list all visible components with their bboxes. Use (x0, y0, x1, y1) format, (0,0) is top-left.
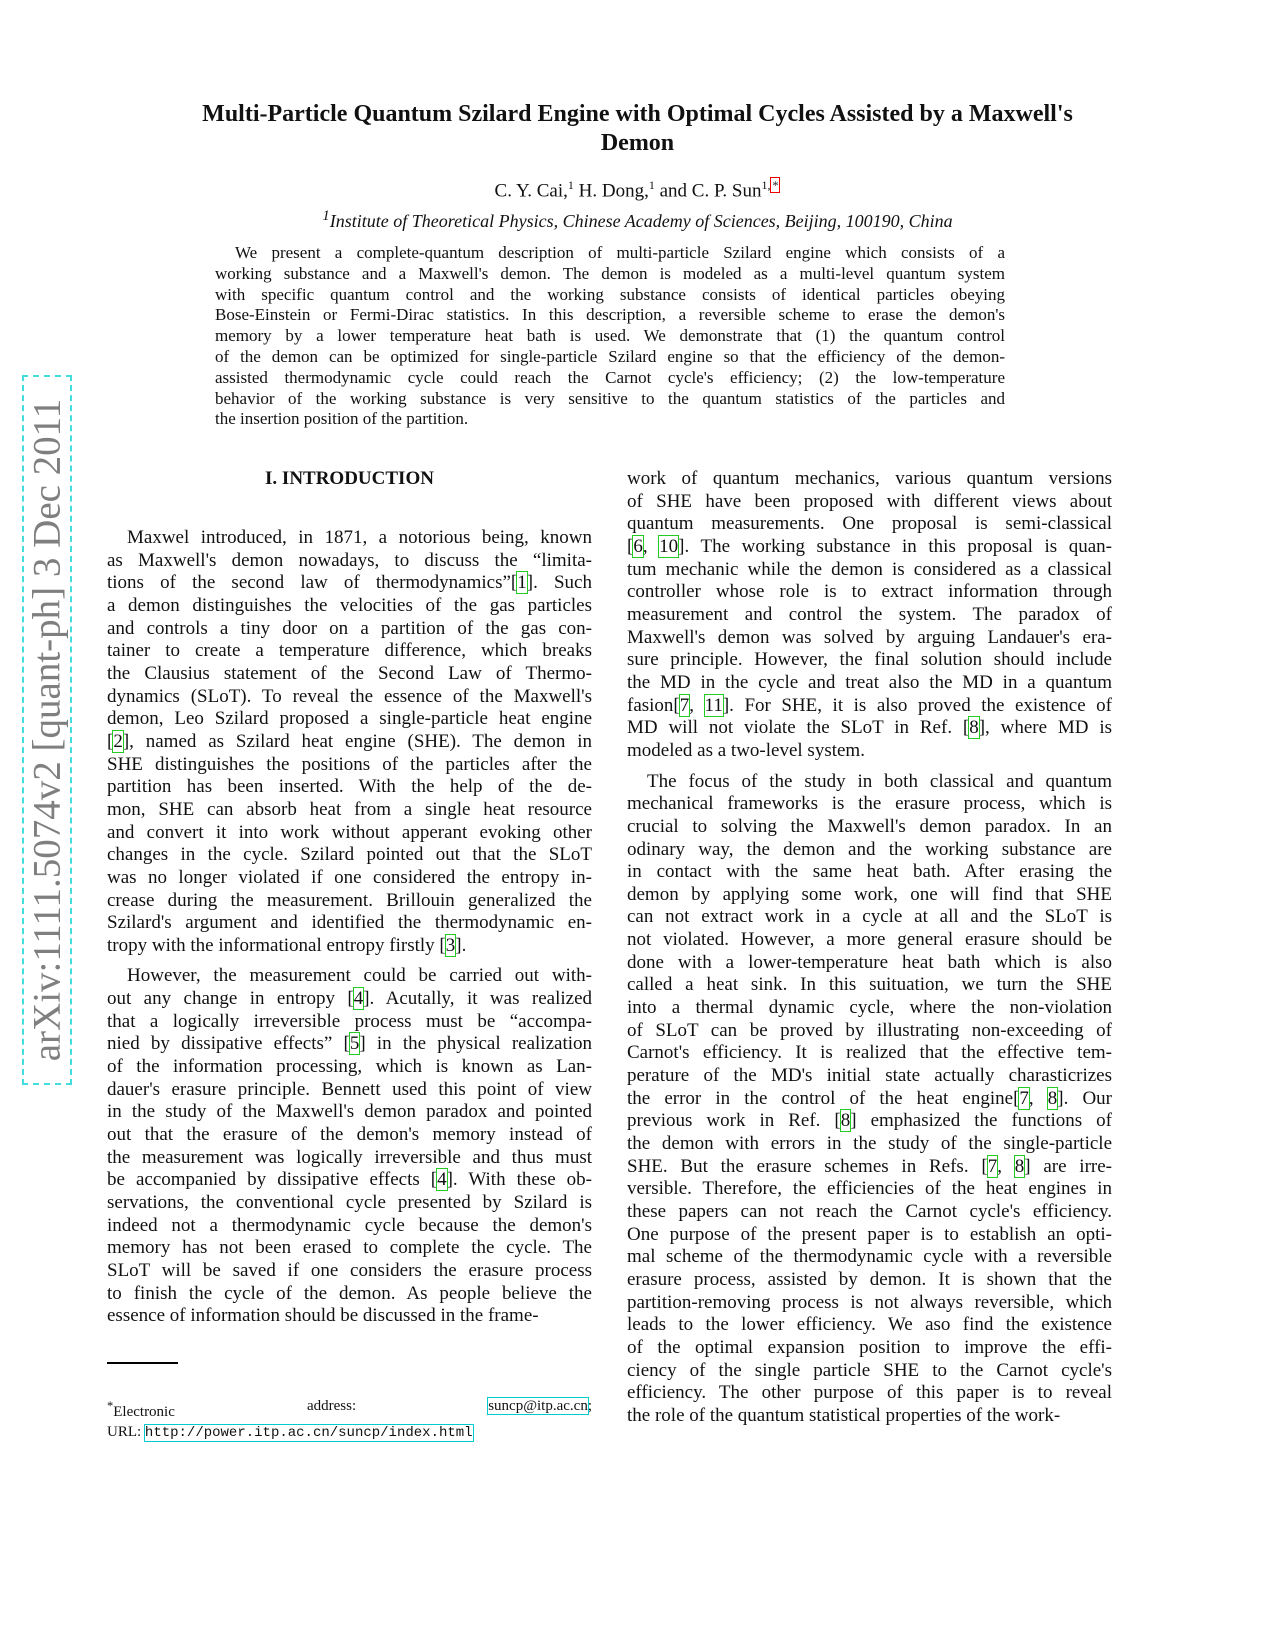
text-line: in the study of the Maxwell's demon paradox and pointed (107, 1101, 592, 1123)
text-line: with specific quantum control and the working substance consists of identical particles obeying (215, 284, 1005, 304)
footnote-link[interactable]: * (772, 178, 779, 192)
affiliation-sup: 1 (322, 208, 330, 224)
text-line: not violated. However, a more general erasure should be (627, 929, 1112, 951)
citation-link[interactable]: 6 (633, 535, 643, 557)
citation-link[interactable]: 11 (704, 694, 723, 716)
text-line: quantum measurements. One proposal is semi-classical (627, 513, 1112, 535)
text-line: essence of information should be discussed in the frame- (107, 1305, 539, 1327)
text-line: the demon with errors in the study of the single-particle (627, 1133, 1112, 1155)
author: and C. P. Sun (659, 180, 762, 202)
text-line: MD will not violate the SLoT in Ref. [8], where MD is (627, 717, 1113, 739)
text-line: a demon distinguishes the velocities of the gas particles (107, 594, 592, 616)
text-line: tainer to create a temperature difference, which breaks (107, 640, 592, 662)
citation-link[interactable]: 4 (353, 988, 364, 1010)
left-column (107, 527, 592, 1336)
text-line: SLoT will be saved if one considers the erasure process (107, 1260, 592, 1281)
text-line: the insertion position of the partition. (215, 409, 469, 429)
affiliation-sup: 1 (648, 178, 655, 192)
text-line: and convert it into work without apperant evoking other (107, 821, 592, 843)
right-column (627, 468, 1112, 1436)
text-line: of SHE have been proposed with different views about (627, 490, 1112, 512)
author: H. Dong, (578, 180, 649, 202)
text-line: behavior of the working substance is very sensitive to the quantum statistics of the particles and (215, 388, 1005, 408)
affiliation-text: Institute of Theoretical Physics, Chinese Academy of Sciences, Beijing, 100190, China (329, 211, 953, 231)
text-line: modeled as a two-level system. (627, 739, 865, 761)
text-line: sure principle. However, the final solution should include (627, 649, 1112, 671)
footnote-mark: * (107, 1399, 114, 1413)
citation-link[interactable]: 8 (840, 1110, 851, 1132)
url-label: URL: (107, 1424, 142, 1440)
text-line: demon, Leo Szilard proposed a single-particle heat engine (107, 708, 592, 730)
affiliation-sup: 1 (567, 178, 574, 192)
text-line: perature of the MD's initial state actually charasticrizes (627, 1065, 1112, 1087)
arxiv-id: arXiv:1111.5074v2 [quant-ph] 3 Dec 2011 (25, 398, 69, 1062)
text-line: the MD in the cycle and treat also the MD in a quantum (627, 671, 1112, 693)
text-line: partition has been inserted. With the help of the de- (107, 776, 592, 798)
text-line: to finish the cycle of the demon. As people believe the (107, 1282, 592, 1304)
text-line: mal scheme of the thermodynamic cycle with a reversible (627, 1246, 1112, 1268)
text-line: measurement and control the system. The paradox of (627, 603, 1112, 625)
text-line: ciency of the single particle SHE to the Carnot cycle's (627, 1359, 1112, 1381)
citation-link[interactable]: 5 (349, 1033, 360, 1055)
text-line: out that the erasure of the demon's memory instead of (107, 1124, 592, 1146)
citation-link[interactable]: 1 (517, 572, 527, 594)
text-line: tum mechanic while the demon is considered as a classical (627, 558, 1112, 580)
text-line: the error in the control of the heat engine[7, 8]. Our (627, 1087, 1112, 1109)
citation-link[interactable]: 8 (1047, 1087, 1058, 1109)
text-line: partition-removing process is not always reversible, which (627, 1291, 1112, 1313)
text-line: the Clausius statement of the Second Law of Thermo- (107, 662, 592, 684)
text-line: crease during the measurement. Brillouin generalized the (107, 889, 592, 911)
footnote-label: Electronic (113, 1404, 175, 1420)
paper-title (100, 100, 1175, 158)
text-line: of the information processing, which is known as Lan- (107, 1056, 592, 1078)
author-list (0, 178, 1275, 202)
section-heading: I. INTRODUCTION (265, 468, 434, 489)
text-line: tropy with the informational entropy firstly [3]. (107, 934, 467, 956)
text-line: Bose-Einstein or Fermi-Dirac statistics. In this description, a reversible scheme to erase the demon's (215, 305, 1005, 325)
text-line: One purpose of the present paper is to establish an opti- (627, 1223, 1112, 1245)
text-line: into a thermal dynamic cycle, where the non-violation (627, 997, 1112, 1019)
text-line: mon, SHE can absorb heat from a single heat resource (107, 798, 592, 820)
arxiv-identifier-stamp[interactable] (22, 375, 72, 1085)
text-line: demon by applying some work, one will find that SHE (627, 883, 1112, 905)
text-line: Carnot's efficiency. It is realized that the effective tem- (627, 1042, 1112, 1064)
text-line: tions of the second law of thermodynamics”[1]. Such (107, 572, 592, 594)
text-line: of the demon can be optimized for single-particle Szilard engine so that the efficiency of the demon- (215, 346, 1005, 366)
text-line: can not extract work in a cycle at all and the SLoT is (627, 906, 1112, 928)
paragraph (627, 468, 1112, 763)
text-line: SHE. But the erasure schemes in Refs. [7, 8] are irre- (627, 1155, 1112, 1177)
text-line: the role of the quantum statistical properties of the work- (627, 1404, 1061, 1426)
footnote (107, 1396, 592, 1443)
text-line: mechanical frameworks is the erasure process, which is (627, 793, 1112, 815)
text-line: However, the measurement could be carried out with- (127, 965, 592, 987)
text-line: that a logically irreversible process must be “accompa- (107, 1010, 592, 1032)
text-line: leads to the lower efficiency. We aso find the existence (627, 1314, 1112, 1336)
text-line: and controls a tiny door on a partition of the gas con- (107, 617, 592, 639)
text-line: indeed not a thermodynamic cycle because the demon's (107, 1214, 592, 1236)
paragraph (627, 771, 1112, 1428)
text-line: in contact with the same heat bath. After erasing the (627, 861, 1112, 883)
text-line: dauer's erasure principle. Bennett used this point of view (107, 1078, 592, 1100)
text-line: the measurement was logically irreversible and thus must (107, 1146, 592, 1168)
text-line: memory has not been erased to complete the cycle. The (107, 1237, 592, 1259)
footnote-rule (107, 1362, 178, 1364)
text-line: odinary way, the demon and the working substance are (627, 838, 1112, 860)
affiliation-sup: 1, (761, 178, 771, 192)
text-line: Maxwell's demon was solved by arguing Landauer's era- (627, 626, 1112, 648)
citation-link[interactable]: 7 (679, 694, 690, 716)
citation-link[interactable]: 3 (445, 934, 456, 956)
citation-link[interactable]: 10 (659, 535, 679, 557)
text-line: changes in the cycle. Szilard pointed out that the SLoT (107, 844, 592, 866)
abstract (215, 243, 1005, 430)
text-line: Szilard's argument and identified the thermodynamic en- (107, 912, 592, 934)
text-line: The focus of the study in both classical and quantum (647, 770, 1112, 792)
citation-link[interactable]: 8 (969, 717, 979, 739)
author: C. Y. Cai, (494, 180, 568, 202)
text-line: as Maxwell's demon nowadays, to discuss the “limita- (107, 549, 592, 571)
text-line: was no longer violated if one considered the entropy in- (107, 866, 592, 888)
text-line: called a heat sink. In this suituation, we turn the SHE (627, 974, 1112, 996)
text-line: be accompanied by dissipative effects [4]. With these ob- (107, 1169, 592, 1191)
text-line: crucial to solving the Maxwell's demon paradox. In an (627, 815, 1112, 837)
email-link[interactable]: suncp@itp.ac.cn (488, 1398, 588, 1414)
text-line: of the optimal expansion position to improve the effi- (627, 1336, 1112, 1358)
text-line: [6, 10]. The working substance in this proposal is quan- (627, 535, 1112, 557)
text-line: We present a complete-quantum description of multi-particle Szilard engine which consists of a (235, 243, 1005, 262)
text-line: work of quantum mechanics, various quantum versions (627, 468, 1112, 489)
text-line: nied by dissipative effects” [5] in the physical realization (107, 1033, 592, 1055)
text-line: done with a lower-temperature heat bath which is also (627, 951, 1112, 973)
footnote-label: address: (306, 1398, 357, 1414)
citation-link[interactable]: 7 (987, 1155, 998, 1177)
citation-link[interactable]: 4 (437, 1169, 447, 1191)
text-line: previous work in Ref. [8] emphasized the functions of (627, 1110, 1112, 1132)
text-line: controller whose role is to extract information through (627, 581, 1112, 603)
text-line: dynamics (SLoT). To reveal the essence of the Maxwell's (107, 685, 592, 707)
text-line: of SLoT can be proved by illustrating non-exceeding of (627, 1019, 1112, 1041)
text-line: erasure process, assisted by demon. It is shown that the (627, 1268, 1112, 1290)
text-line: out any change in entropy [4]. Acutally, it was realized (107, 988, 592, 1010)
citation-link[interactable]: 2 (113, 730, 123, 752)
text-line: efficiency. The other purpose of this paper is to reveal (627, 1382, 1112, 1404)
affiliation (0, 208, 1275, 232)
text-line: [2], named as Szilard heat engine (SHE). The demon in (107, 730, 592, 752)
paragraph (107, 527, 592, 957)
citation-link[interactable]: 8 (1014, 1155, 1025, 1177)
text-line: memory by a lower temperature heat bath is used. We demonstrate that (1) the quantum control (215, 326, 1005, 346)
text-line: working substance and a Maxwell's demon. The demon is modeled as a multi-level quantum system (215, 263, 1005, 283)
text-line: Maxwel introduced, in 1871, a notorious being, known (127, 527, 592, 548)
text-line: these papers can not reach the Carnot cycle's efficiency. (627, 1201, 1112, 1222)
title-line: Multi-Particle Quantum Szilard Engine with Optimal Cycles Assisted by a Maxwell's (202, 101, 1073, 127)
separator: ; (587, 1398, 592, 1414)
citation-link[interactable]: 7 (1019, 1087, 1029, 1109)
text-line: SHE distinguishes the positions of the particles after the (107, 753, 592, 775)
title-line: Demon (600, 130, 675, 156)
url-link[interactable]: http://power.itp.ac.cn/suncp/index.html (144, 1425, 473, 1441)
text-line: fasion[7, 11]. For SHE, it is also proved the existence of (627, 694, 1113, 716)
text-line: servations, the conventional cycle presented by Szilard is (107, 1192, 592, 1214)
text-line: versible. Therefore, the efficiencies of the heat engines in (627, 1178, 1112, 1200)
text-line: assisted thermodynamic cycle could reach the Carnot cycle's efficiency; (2) the low-temperature (215, 367, 1005, 387)
paragraph (107, 965, 592, 1328)
